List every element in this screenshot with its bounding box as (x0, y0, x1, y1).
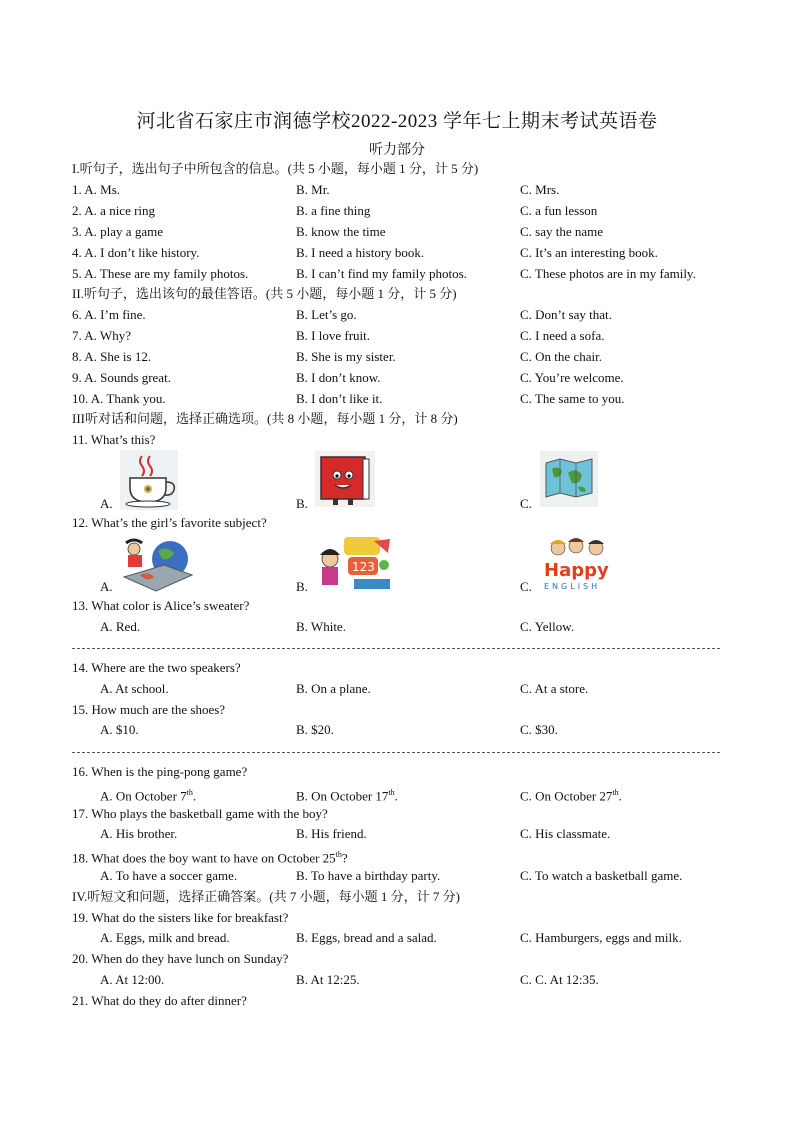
q17-option-c: C. His classmate. (520, 826, 611, 841)
q12-label-c: C. (520, 579, 532, 594)
q20-option-c: C. C. At 12:35. (520, 972, 599, 987)
q11-label-c: C. (520, 496, 532, 511)
q3-option-a: 3. A. play a game (72, 224, 163, 239)
dashed-divider (72, 648, 720, 649)
q2-option-b: B. a fine thing (296, 203, 371, 218)
q2-option-c: C. a fun lesson (520, 203, 598, 218)
q20-option-b: B. At 12:25. (296, 972, 360, 987)
q8-option-a: 8. A. She is 12. (72, 349, 152, 364)
book-image (315, 451, 375, 507)
q1-option-b: B. Mr. (296, 182, 330, 197)
q5-option-b: B. I can’t find my family photos. (296, 266, 467, 281)
q13-option-c: C. Yellow. (520, 619, 575, 634)
q19-question: 19. What do the sisters like for breakfast? (72, 910, 289, 925)
happy-english-image (540, 536, 618, 594)
q15-question: 15. How much are the shoes? (72, 702, 226, 717)
q21-question: 21. What do they do after dinner? (72, 993, 247, 1008)
map-image (540, 451, 598, 507)
q7-option-b: B. I love fruit. (296, 328, 371, 343)
q5-option-c: C. These photos are in my family. (520, 266, 696, 281)
q1-option-a: 1. A. Ms. (72, 182, 121, 197)
q19-option-c: C. Hamburgers, eggs and milk. (520, 930, 682, 945)
q13-option-a: A. Red. (100, 619, 141, 634)
coffee-cup-image (120, 450, 178, 510)
q11-label-b: B. (296, 496, 308, 511)
q8-option-b: B. She is my sister. (296, 349, 396, 364)
q10-option-a: 10. A. Thank you. (72, 391, 166, 406)
q15-option-b: B. $20. (296, 722, 334, 737)
q17-option-b: B. His friend. (296, 826, 367, 841)
english-text: ENGLISH (544, 582, 601, 591)
q9-option-a: 9. A. Sounds great. (72, 370, 171, 385)
q6-option-b: B. Let’s go. (296, 307, 357, 322)
q19-option-a: A. Eggs, milk and bread. (100, 930, 230, 945)
q8-option-c: C. On the chair. (520, 349, 602, 364)
q14-option-a: A. At school. (100, 681, 169, 696)
q16-question: 16. When is the ping-pong game? (72, 764, 248, 779)
q15-option-c: C. $30. (520, 722, 558, 737)
q16-option-c: C. On October 27th. (520, 788, 622, 804)
page-title: 河北省石家庄市润德学校2022-2023 学年七上期末考试英语卷 (136, 111, 658, 132)
q9-option-c: C. You’re welcome. (520, 370, 624, 385)
q18-question: 18. What does the boy want to have on October 25th? (72, 850, 348, 866)
section-subtitle: 听力部分 (369, 143, 425, 158)
q20-option-a: A. At 12:00. (100, 972, 165, 987)
q3-option-c: C. say the name (520, 224, 604, 239)
q17-question: 17. Who plays the basketball game with the boy? (72, 806, 328, 821)
q4-option-b: B. I need a history book. (296, 245, 425, 260)
q12-label-a: A. (100, 579, 113, 594)
q18-option-c: C. To watch a basketball game. (520, 868, 683, 883)
q7-option-c: C. I need a sofa. (520, 328, 605, 343)
q11-label-a: A. (100, 496, 113, 511)
section1-heading: I.听句子，选出句子中所包含的信息。(共 5 小题，每小题 1 分，计 5 分) (72, 161, 479, 176)
q9-option-b: B. I don’t know. (296, 370, 381, 385)
q14-question: 14. Where are the two speakers? (72, 660, 241, 675)
q4-option-c: C. It’s an interesting book. (520, 245, 658, 260)
q13-option-b: B. White. (296, 619, 346, 634)
q16-option-a: A. On October 7th. (100, 788, 197, 804)
q12-label-b: B. (296, 579, 308, 594)
q20-question: 20. When do they have lunch on Sunday? (72, 951, 289, 966)
q6-option-c: C. Don’t say that. (520, 307, 612, 322)
q1-option-c: C. Mrs. (520, 182, 560, 197)
q12-question: 12. What’s the girl’s favorite subject? (72, 515, 267, 530)
q15-option-a: A. $10. (100, 722, 139, 737)
q18-option-a: A. To have a soccer game. (100, 868, 238, 883)
q7-option-a: 7. A. Why? (72, 328, 131, 343)
q11-question: 11. What’s this? (72, 432, 156, 447)
section3-heading: III听对话和问题，选择正确选项。(共 8 小题，每小题 1 分，计 8 分) (72, 411, 458, 426)
q5-option-a: 5. A. These are my family photos. (72, 266, 249, 281)
q6-option-a: 6. A. I’m fine. (72, 307, 146, 322)
q19-option-b: B. Eggs, bread and a salad. (296, 930, 437, 945)
q2-option-a: 2. A. a nice ring (72, 203, 156, 218)
q4-option-a: 4. A. I don’t like history. (72, 245, 200, 260)
q10-option-c: C. The same to you. (520, 391, 625, 406)
section4-heading: IV.听短文和问题，选择正确答案。(共 7 小题，每小题 1 分，计 7 分) (72, 889, 460, 904)
q10-option-b: B. I don’t like it. (296, 391, 383, 406)
svg-text:123: 123 (352, 560, 375, 574)
q14-option-c: C. At a store. (520, 681, 589, 696)
happy-text: Happy (544, 560, 609, 581)
q17-option-a: A. His brother. (100, 826, 178, 841)
q14-option-b: B. On a plane. (296, 681, 371, 696)
dashed-divider (72, 752, 720, 753)
q3-option-b: B. know the time (296, 224, 386, 239)
section2-heading: II.听句子，选出该句的最佳答语。(共 5 小题，每小题 1 分，计 5 分) (72, 286, 457, 301)
q18-option-b: B. To have a birthday party. (296, 868, 441, 883)
math-image (314, 535, 396, 593)
q13-question: 13. What color is Alice’s sweater? (72, 598, 250, 613)
geography-image (118, 537, 194, 593)
q16-option-b: B. On October 17th. (296, 788, 398, 804)
